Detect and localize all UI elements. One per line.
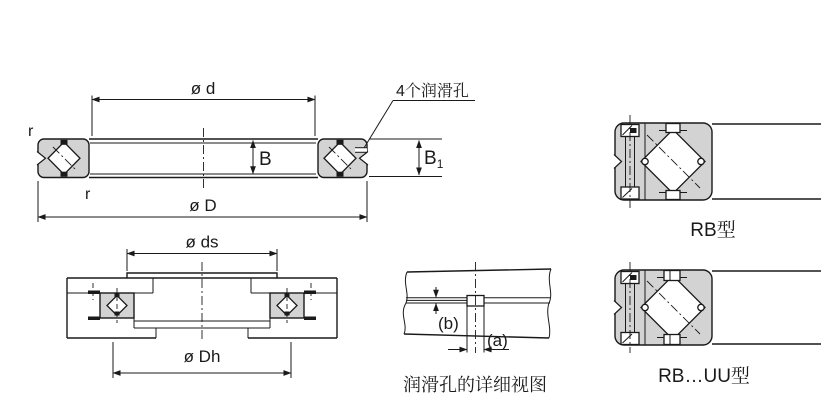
rbuu-roller-relief-left	[642, 304, 648, 310]
rbuu-type-label: RB…UU型	[658, 366, 750, 387]
dim-D-label: ø D	[189, 196, 217, 215]
rb-roller-relief-left	[642, 158, 648, 164]
rbuu-bolt-head-socket	[630, 275, 637, 280]
chamfer-r-bottom-label: r	[85, 186, 91, 203]
rb-type-label: RB型	[690, 220, 736, 241]
right-spacer-top	[337, 140, 344, 145]
rb-uu-type-view	[614, 262, 821, 387]
rbuu-seal-top	[664, 271, 680, 281]
dim-b-label: (b)	[438, 314, 459, 333]
left-spacer-top	[61, 140, 68, 145]
rb-type-view	[614, 115, 821, 241]
rb-roller-relief-right	[698, 158, 704, 164]
clamp-bar	[88, 291, 100, 295]
right-spacer-bottom	[337, 172, 344, 177]
main-cross-section-view	[28, 79, 475, 222]
rb-spacer-bottom	[666, 191, 680, 200]
dim-B-label: B	[259, 149, 272, 170]
detail-caption: 润滑孔的详细视图	[403, 375, 547, 395]
chamfer-r-top-label: r	[28, 123, 34, 140]
clamp-bar	[304, 317, 316, 321]
lube-hole-detail-view	[403, 262, 551, 395]
mounting-view	[67, 233, 337, 379]
detail-bottom-edge	[404, 334, 549, 338]
lube-note-label: 4个润滑孔	[396, 83, 469, 100]
rb-spacer-top	[666, 124, 680, 133]
dim-Dh-label: ø Dh	[183, 347, 221, 366]
detail-top-edge	[407, 269, 551, 272]
dim-B1-label	[424, 148, 444, 171]
dim-B1-label-sub: 1	[436, 157, 444, 171]
dim-d-label: ø d	[190, 79, 216, 98]
clamp-bar	[88, 317, 100, 321]
rbuu-seal-bottom	[664, 335, 680, 345]
dim-ds-label: ø ds	[185, 232, 219, 252]
dim-B1-label-base: B	[424, 148, 437, 169]
clamp-bar	[304, 291, 316, 295]
left-spacer-bottom	[61, 172, 68, 177]
rb-bolt-head-socket	[630, 128, 637, 133]
dim-a-label: (a)	[487, 331, 508, 350]
lube-hole-slot	[355, 148, 367, 152]
lube-note-leader-line	[364, 101, 393, 149]
rbuu-roller-relief-right	[698, 304, 704, 310]
